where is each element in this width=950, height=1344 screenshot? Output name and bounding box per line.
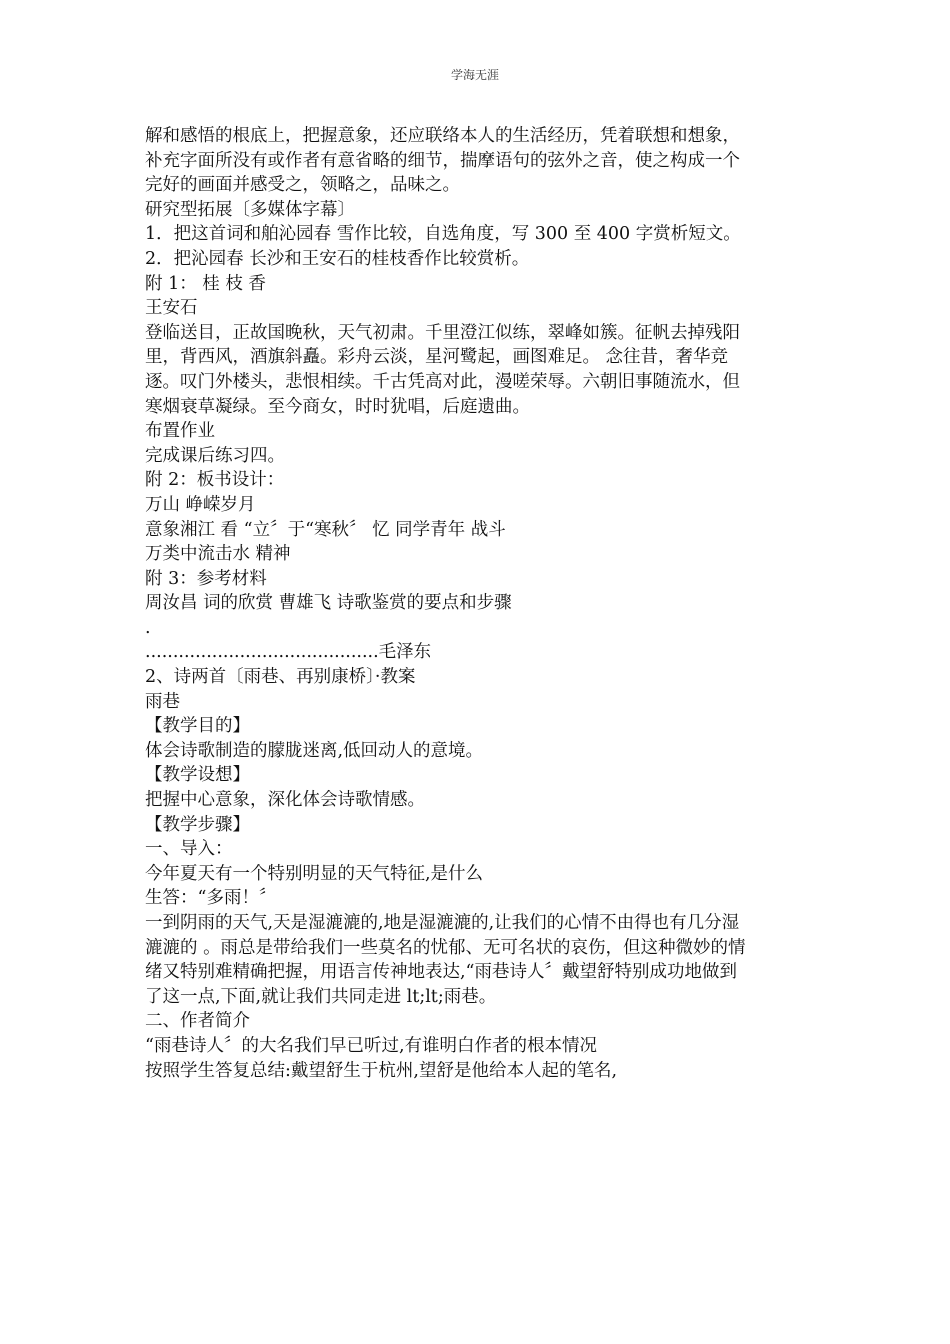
page-header: 学海无涯 bbox=[450, 68, 499, 82]
lesson-title: 2、诗两首〔雨巷、再别康桥〕·教案 bbox=[145, 667, 416, 688]
text-line: 生答：“多雨！〞 bbox=[145, 888, 277, 909]
board-design-line: 万类中流击水 精神 bbox=[145, 544, 291, 565]
text-line: 把握中心意象，深化体会诗歌情感。 bbox=[145, 790, 425, 811]
section-heading: 附 3：参考材料 bbox=[145, 568, 267, 589]
text-line: 绪又特别难精确把握，用语言传神地表达,“雨巷诗人〞戴望舒特别成功地做到 bbox=[145, 962, 738, 983]
subsection-heading: 一、导入： bbox=[145, 839, 233, 860]
text-line: . bbox=[145, 617, 151, 638]
section-heading: 研究型拓展〔多媒体字幕〕 bbox=[145, 199, 355, 220]
poem-text: 登临送目，正故国晚秋，天气初肃。千里澄江似练，翠峰如簇。征帆去掉残阳 bbox=[145, 322, 740, 343]
section-heading: 附 2：板书设计： bbox=[145, 470, 285, 491]
section-heading: 布置作业 bbox=[145, 421, 215, 442]
text-line: 漉漉的 。雨总是带给我们一些莫名的忧郁、无可名状的哀伤，但这种微妙的情 bbox=[145, 937, 746, 958]
poem-text: 里，背西风，酒旗斜矗。彩舟云淡，星河鹭起，画图难足。 念往昔，奢华竞 bbox=[145, 347, 729, 368]
board-design-line: 万山 峥嵘岁月 bbox=[145, 494, 256, 515]
poem-text: 寒烟衰草凝绿。至今商女，时时犹唱，后庭遗曲。 bbox=[145, 396, 530, 417]
text-line: 体会诗歌制造的朦胧迷离,低回动人的意境。 bbox=[145, 740, 484, 761]
text-line: 了这一点,下面,就让我们共同走进 lt;lt;雨巷。 bbox=[145, 986, 497, 1007]
section-heading: 【教学目的】 bbox=[145, 716, 250, 737]
section-heading: 【教学步骤】 bbox=[145, 814, 250, 835]
dotted-leader-line: ..........................................毛泽东 bbox=[145, 642, 432, 663]
poem-text: 逐。叹门外楼头，悲恨相续。千古凭高对此，漫嗟荣辱。六朝旧事随流水，但 bbox=[145, 371, 740, 392]
text-line: 一到阴雨的天气,天是湿漉漉的,地是湿漉漉的,让我们的心情不由得也有几分湿 bbox=[145, 913, 740, 933]
section-heading: 【教学设想】 bbox=[145, 765, 250, 786]
text-line: 1．把这首词和舶沁园春 雪作比较，自选角度，写 300 至 400 字赏析短文。 bbox=[145, 224, 741, 245]
poem-name: 雨巷 bbox=[145, 691, 180, 712]
text-line: 完好的画面并感受之，领略之，品味之。 bbox=[145, 175, 460, 196]
subsection-heading: 二、作者简介 bbox=[145, 1011, 250, 1032]
text-line: 完成课后练习四。 bbox=[145, 445, 285, 466]
document-body bbox=[145, 124, 810, 1083]
poem-author: 王安石 bbox=[145, 298, 198, 319]
poem-title: 附 1： 桂 枝 香 bbox=[145, 273, 266, 294]
text-line: 补充字面所没有或作者有意省略的细节，揣摩语句的弦外之音，使之构成一个 bbox=[145, 150, 740, 171]
text-line: 按照学生答复总结:戴望舒生于杭州,望舒是他给本人起的笔名, bbox=[145, 1060, 618, 1081]
text-line: 2．把沁园春 长沙和王安石的桂枝香作比较赏析。 bbox=[145, 248, 530, 269]
text-line: “雨巷诗人〞的大名我们早已听过,有谁明白作者的根本情况 bbox=[145, 1035, 598, 1056]
text-line: 今年夏天有一个特别明显的天气特征,是什么 bbox=[145, 863, 484, 884]
board-design-line: 意象湘江 看 “立〞于“寒秋〞 忆 同学青年 战斗 bbox=[145, 519, 506, 540]
reference-line: 周汝昌 词的欣赏 曹雄飞 诗歌鉴赏的要点和步骤 bbox=[145, 593, 512, 614]
text-line: 解和感悟的根底上，把握意象，还应联络本人的生活经历，凭着联想和想象， bbox=[145, 126, 740, 146]
